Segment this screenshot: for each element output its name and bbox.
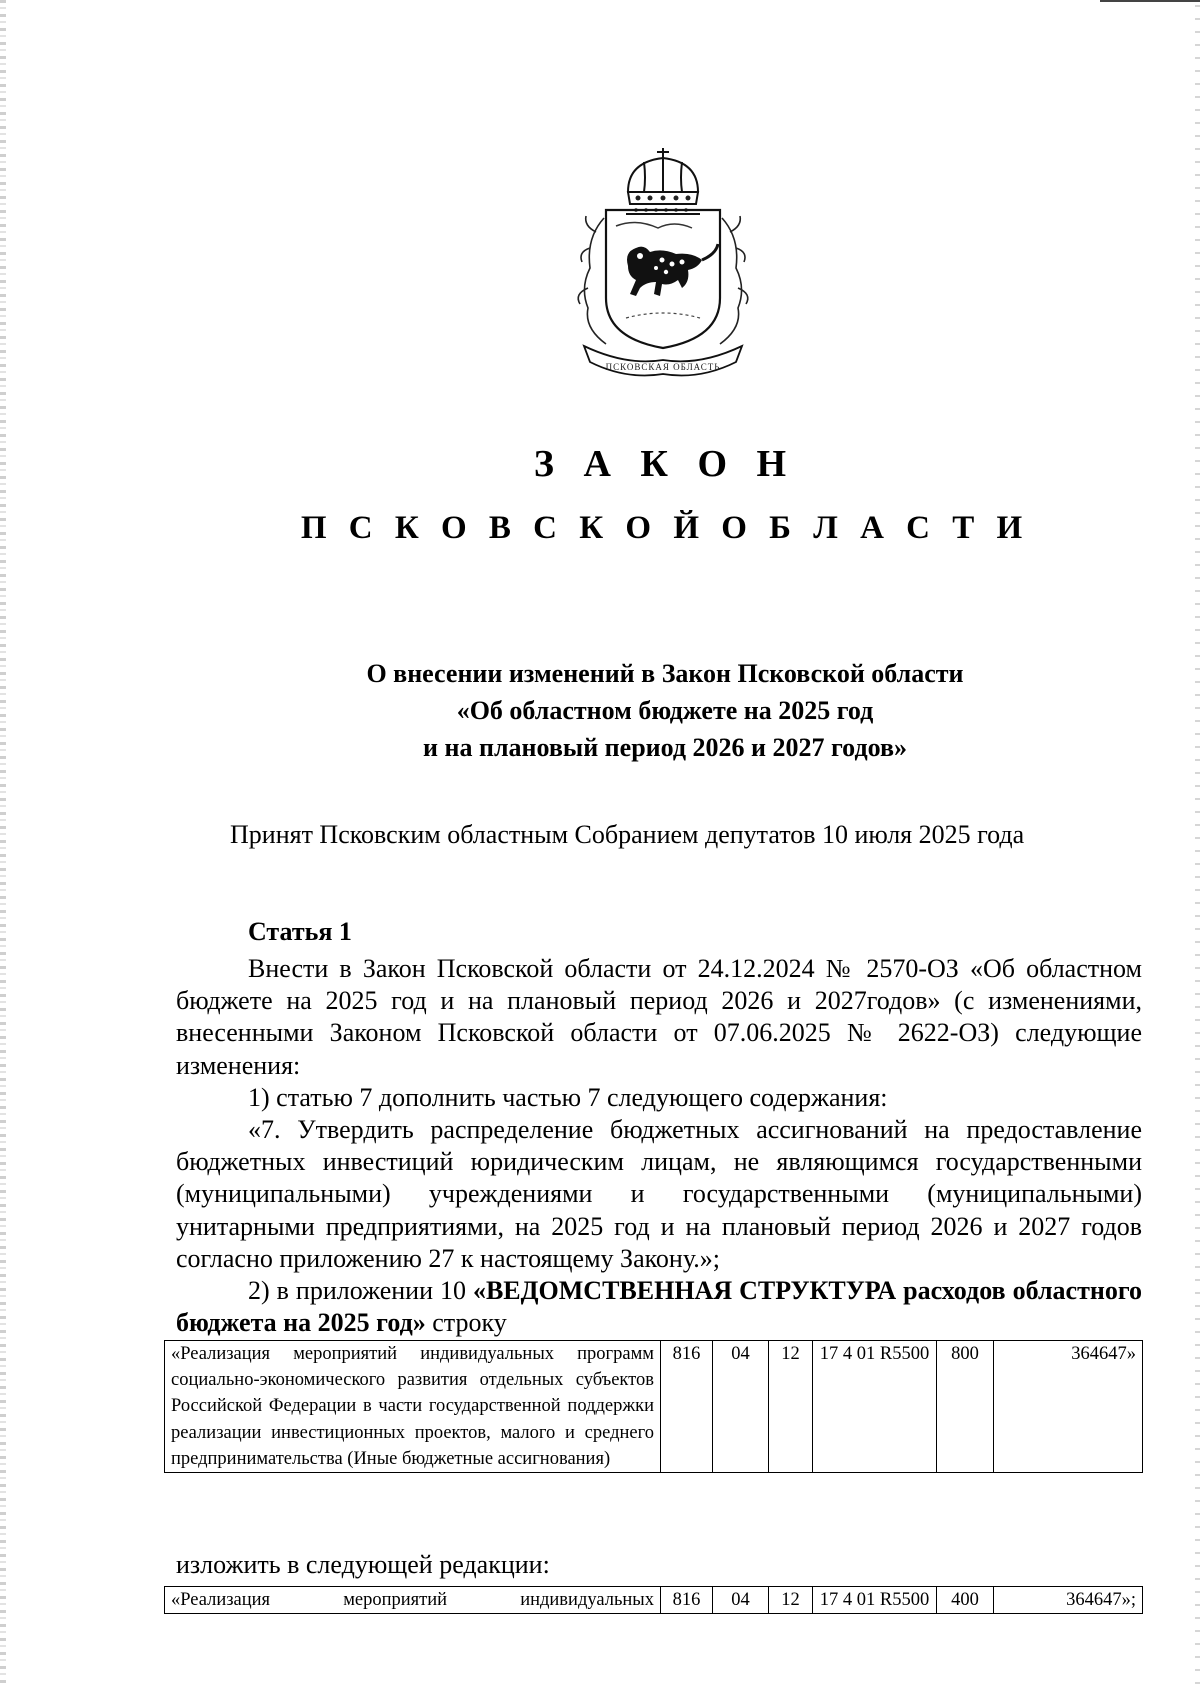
table-row xyxy=(165,1341,1143,1473)
document-region: П С К О В С К О Й О Б Л А С Т И xyxy=(300,510,1030,546)
table-cell-ministry: 816 xyxy=(661,1341,713,1473)
item-2-paragraph xyxy=(176,1275,1142,1339)
table-cell-expense-type: 800 xyxy=(937,1341,994,1473)
law-subject-line-3: и на плановый период 2026 и 2027 годов» xyxy=(423,733,907,762)
table-cell-section: 04 xyxy=(713,1341,769,1473)
table-cell-subsection: 12 xyxy=(769,1587,813,1614)
table-cell-amount: 364647» xyxy=(994,1341,1143,1473)
table-cell-target-article: 17 4 01 R5500 xyxy=(813,1587,937,1614)
coat-of-arms-emblem xyxy=(566,148,760,384)
between-tables-text: изложить в следующей редакции: xyxy=(176,1550,550,1579)
law-subject-line-1: О внесении изменений в Закон Псковской области xyxy=(366,659,964,688)
table-cell-description: «Реализация мероприятий индивидуальных xyxy=(165,1587,661,1614)
article-body xyxy=(176,953,1142,1339)
item-2-appendix-title: «ВЕДОМСТВЕННАЯ СТРУКТУРА расходов областного бюджета на 2025 год» xyxy=(176,1276,1142,1338)
scan-edge-left xyxy=(0,0,6,1686)
law-subject xyxy=(0,655,1200,766)
table-cell-amount: 364647»; xyxy=(994,1587,1143,1614)
table-cell-subsection: 12 xyxy=(769,1341,813,1473)
table-cell-target-article: 17 4 01 R5500 xyxy=(813,1341,937,1473)
item-2-suffix: строку xyxy=(425,1308,507,1338)
item-1-quote-paragraph: «7. Утвердить распределение бюджетных ассигнований на предоставление бюджетных инвестиций юридическим лицам, не являющимся государственными (муниципальными) учреждениями и государственными (муниципальными) унитарными предприятиями, на 2025 год и на плановый период 2026 и 2027 годов согласно приложению 27 к настоящему Закону.»; xyxy=(176,1115,1142,1273)
item-1-paragraph: 1) статью 7 дополнить частью 7 следующего содержания: xyxy=(248,1082,888,1112)
adoption-statement: Принят Псковским областным Собранием депутатов 10 июля 2025 года xyxy=(230,820,1025,849)
document-title: З А К О Н xyxy=(533,443,797,485)
budget-table-new-line xyxy=(164,1586,1143,1614)
table-cell-expense-type: 400 xyxy=(937,1587,994,1614)
table-cell-section: 04 xyxy=(713,1587,769,1614)
svg-text:ПСКОВСКАЯ ОБЛАСТЬ: ПСКОВСКАЯ ОБЛАСТЬ xyxy=(605,362,721,372)
article-intro-paragraph: Внести в Закон Псковской области от 24.12.2024 № 2570-ОЗ «Об областном бюджете на 2025 год и на плановый период 2026 и 2027годов» (с изменениями, внесенными Законом Псковской области от 07.06.2025 № 2622-ОЗ) следующие изменения: xyxy=(176,954,1142,1080)
scan-top-line xyxy=(1100,0,1200,2)
article-heading: Статья 1 xyxy=(248,917,352,946)
table-cell-ministry: 816 xyxy=(661,1587,713,1614)
table-cell-description: «Реализация мероприятий индивидуальных программ социально-экономического развития отдельных субъектов Российской Федерации в части государственной поддержки реализации инвестиционных проектов, малого и среднего предпринимательства (Иные бюджетные ассигнования) xyxy=(165,1341,661,1473)
scan-edge-right xyxy=(1195,0,1200,1686)
table-row xyxy=(165,1587,1143,1614)
budget-table-old-line xyxy=(164,1340,1143,1473)
item-2-prefix: 2) в приложении 10 xyxy=(248,1276,473,1306)
law-subject-line-2: «Об областном бюджете на 2025 год xyxy=(456,696,874,725)
